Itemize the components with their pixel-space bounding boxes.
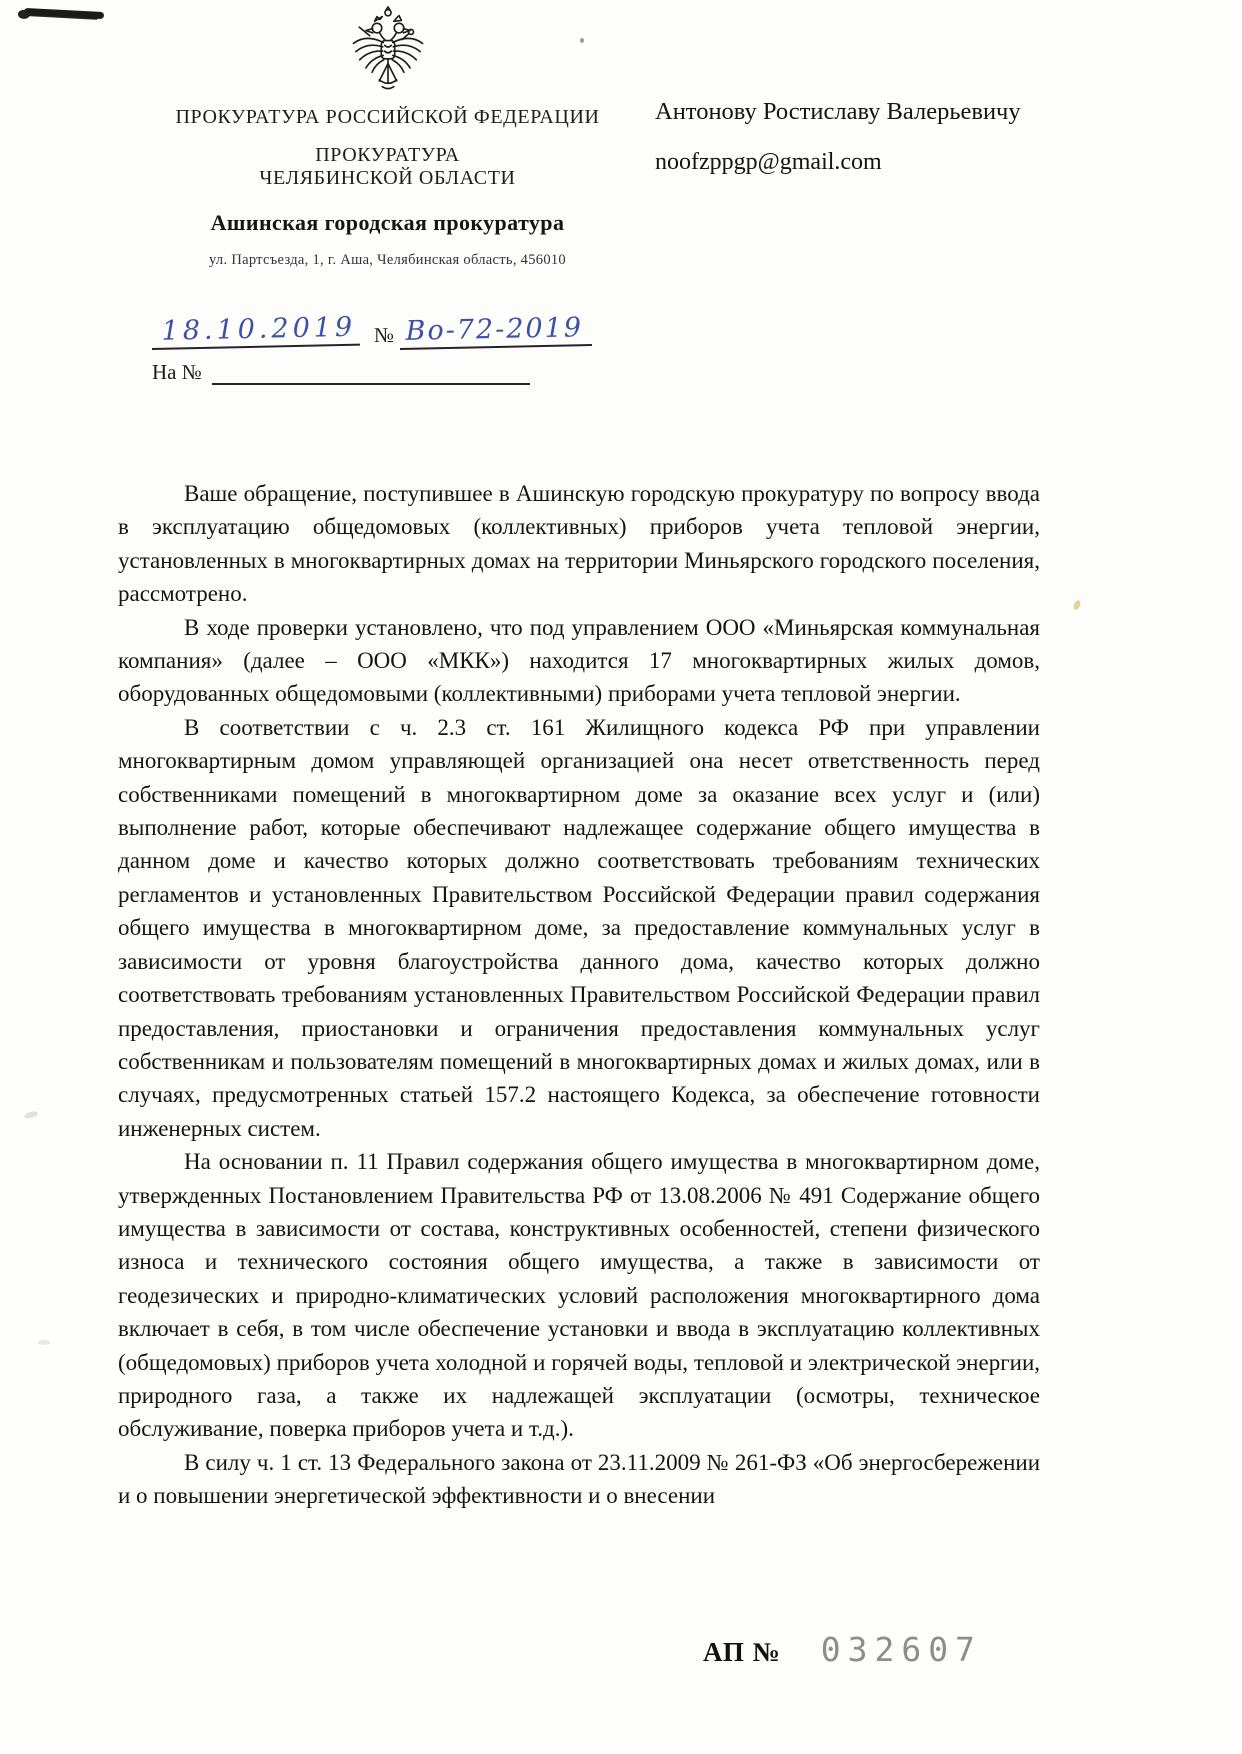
recipient-block [655, 98, 1115, 176]
letterhead [115, 4, 660, 269]
org-name-federation: ПРОКУРАТУРА РОССИЙСКОЙ ФЕДЕРАЦИИ [175, 106, 600, 128]
org-name-region [115, 144, 660, 190]
body-paragraph-3: В соответствии с ч. 2.3 ст. 161 Жилищного кодекса РФ при управлении многоквартирным домом управляющей организацией она несет ответственность перед собственниками помещений в многоквартирном доме за оказание всех услуг и (или) выполнение работ, которые обеспечивают надлежащее содержание общего имущества в данном доме и качество которых должно соответствовать требованиям технических регламентов и установленных Правительством Российской Федерации правил содержания общего имущества в многоквартирном доме, за предоставление коммунальных услуг в зависимости от уровня благоустройства данного дома, качество которых должно соответствовать требованиям установленных Правительством Российской Федерации правил предоставления, приостановки и ограничения предоставления коммунальных услуг собственникам и пользователям помещений в многоквартирных домах и жилых домах, или в случаях, предусмотренных статьей 157.2 настоящего Кодекса, за обеспечение готовности инженерных систем. [118, 714, 1040, 1141]
pen-mark-artifact [24, 8, 104, 19]
scan-speck [1072, 599, 1081, 610]
reference-block [152, 311, 592, 385]
body-paragraph-2: В ходе проверки установлено, что под управлением ООО «Миньярская коммунальная компания» (далее – ООО «МКК») находится 17 многоквартирных жилых домов, оборудованных общедомовыми (коллективными) приборами учета тепловой энергии. [118, 614, 1040, 707]
reply-reference-row [152, 359, 592, 385]
stamp-number: 032607 [820, 1630, 982, 1669]
form-stamp [703, 1630, 982, 1669]
outgoing-number-handwritten: Во-72-2019 [399, 312, 592, 350]
date-number-row [152, 311, 592, 350]
coat-of-arms-icon [115, 4, 660, 104]
outgoing-date-handwritten: 18.10.2019 [151, 312, 360, 350]
reply-to-label: На № [152, 360, 202, 384]
body-paragraph-1: Ваше обращение, поступившее в Ашинскую городскую прокуратуру по вопросу ввода в эксплуатацию общедомовых (коллективных) приборов учета тепловой энергии, установленных в многоквартирных домах на территории Миньярского городского поселения, рассмотрено. [118, 481, 1040, 607]
office-name: Ашинская городская прокуратура [210, 210, 565, 235]
body-paragraph-5: В силу ч. 1 ст. 13 Федерального закона от 23.11.2009 № 261-ФЗ «Об энергосбережении и о повышении энергетической эффективности и о внесении [118, 1449, 1040, 1509]
recipient-name: Антонову Ростиславу Валерьевичу [655, 98, 1021, 125]
scan-speck [38, 1340, 50, 1345]
recipient-email: noofzppgp@gmail.com [655, 149, 882, 175]
org-name-region-line1: ПРОКУРАТУРА [315, 144, 460, 166]
office-address: ул. Партсъезда, 1, г. Аша, Челябинская область, 456010 [209, 252, 566, 268]
letter-body [118, 477, 1040, 1513]
stamp-series-label: АП № [703, 1637, 781, 1667]
org-name-region-line2: ЧЕЛЯБИНСКОЙ ОБЛАСТИ [259, 167, 516, 189]
scan-speck [23, 1110, 38, 1119]
reply-number-blank-line [212, 359, 530, 385]
number-sign-label: № [373, 323, 394, 347]
body-paragraph-4: На основании п. 11 Правил содержания общего имущества в многоквартирном доме, утвержденных Постановлением Правительства РФ от 13.08.2006 № 491 Содержание общего имущества в зависимости от состава, конструктивных особенностей, степени физического износа и технического состояния общего имущества, а также в зависимости от геодезических и природно-климатических условий расположения многоквартирного дома включает в себя, в том числе обеспечение установки и ввода в эксплуатацию коллективных (общедомовых) приборов учета холодной и горячей воды, тепловой и электрической энергии, природного газа, а также их надлежащей эксплуатации (осмотры, техническое обслуживание, поверка приборов учета и т.д.). [118, 1149, 1040, 1442]
